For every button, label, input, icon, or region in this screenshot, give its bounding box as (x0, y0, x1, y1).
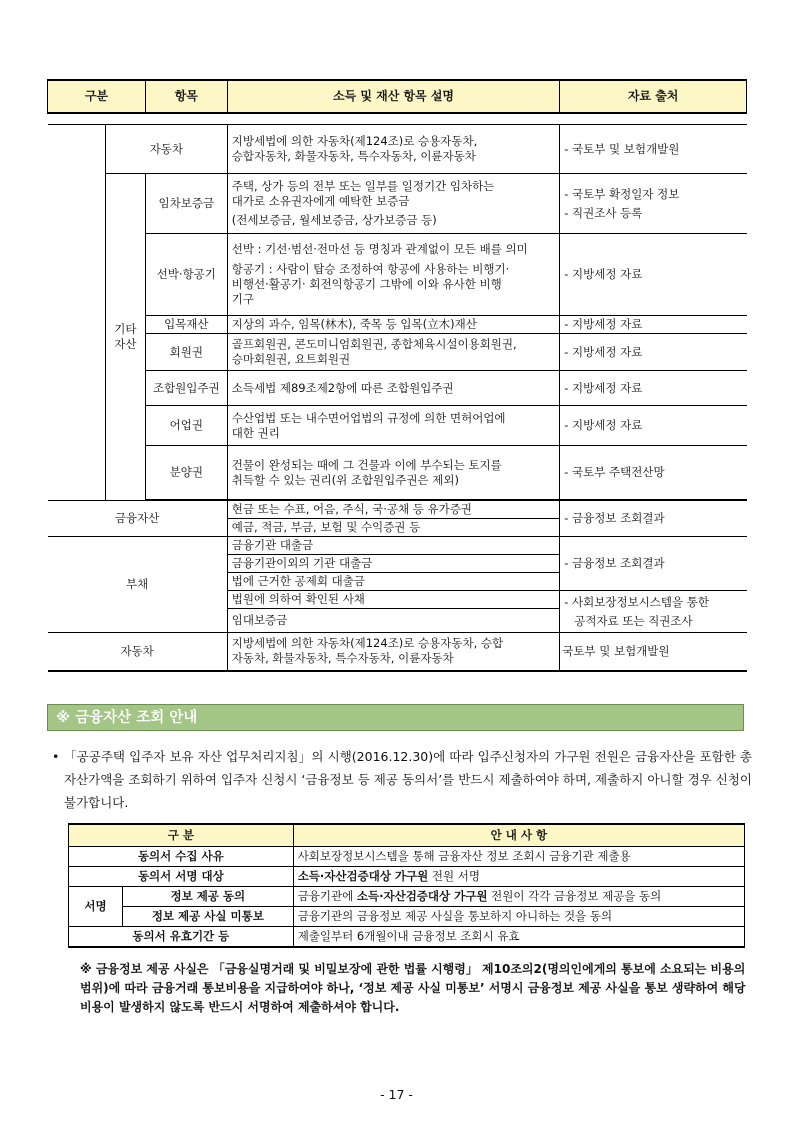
table-row (69, 867, 745, 887)
header-description: 소득 및 재산 항목 설명 (227, 80, 559, 113)
blank-category-cell (48, 125, 106, 501)
item-fishing-right: 어업권 (145, 406, 227, 446)
item-ship-aircraft: 선박·항공기 (145, 234, 227, 316)
table-row (48, 633, 747, 671)
desc-lease-deposit: 주택, 상가 등의 전부 또는 일부를 일정기간 임차하는 대가로 소유권자에게 예탁한 보증금 (전세보증금, 월세보증금, 상가보증금 등) (227, 174, 559, 234)
table-row (69, 907, 745, 927)
debt-label: 부채 (48, 537, 228, 633)
desc-fishing-right: 수산업법 또는 내수면어업법의 규정에 의한 면허어업에 대한 권리 (227, 406, 559, 446)
desc-ship-aircraft: 선박 : 기선·범선·전마선 등 명칭과 관계없이 모든 배를 의미 항공기 : 사람이 탑승 조정하여 항공에 사용하는 비행기· 비행선·활공기· 회전익항공기 그밖에 이와 유사한 비행 기구 (227, 234, 559, 316)
table-row (48, 406, 747, 446)
target-label: 동의서 서명 대상 (69, 867, 294, 887)
item-lease-deposit: 임차보증금 (145, 174, 227, 234)
table-spacer (48, 113, 747, 125)
desc-debt-3: 법에 근거한 공제회 대출금 (227, 573, 559, 591)
desc-debt-2: 금융기관이외의 기관 대출금 (227, 555, 559, 573)
intro-text: 「공공주택 입주자 보유 자산 업무처리지침」의 시행(2016.12.30)에 따라 입주신청자의 가구원 전원은 금융자산을 포함한 총자산가액을 조회하기 위하여 입주자 신청시 ‘금융정보 등 제공 동의서’를 반드시 제출하여야 하며, 제출하지 아니할 경우 신청이 불가합니다. (64, 749, 752, 810)
footnote: ※ 금융정보 제공 사실은 「금융실명거래 및 비밀보장에 관한 법률 시행령」 제10조의2(명의인에게의 통보에 소요되는 비용의 범위)에 따라 금융거래 통보비용을 지급하여야 하나, ‘정보 제공 사실 미통보’ 서명시 금융정보 제공 사실을 통보 생략하여 해당 비용이 발생하지 않도록 반드시 서명하여 제출하셔야 합니다. (80, 962, 746, 1014)
table-row (48, 501, 747, 519)
table-row (48, 125, 747, 174)
table-row (48, 446, 747, 500)
table-row (48, 316, 747, 334)
source-debt-2: - 사회보장정보시스템을 통한 공적자료 또는 직권조사 (560, 591, 747, 633)
provide-value: 금융기관에 소득·자산검증대상 가구원 전원이 각각 금융정보 제공을 동의 (293, 887, 744, 907)
no-notice-label: 정보 제공 사실 미통보 (122, 907, 293, 927)
header-item: 항목 (145, 80, 227, 113)
consent-table-header (69, 824, 745, 847)
item-union-right: 조합원입주권 (145, 371, 227, 406)
table-row (48, 371, 747, 406)
consent-header-category: 구 분 (69, 824, 294, 847)
desc-timber: 지상의 과수, 임목(林木), 죽목 등 입목(立木)재산 (227, 316, 559, 334)
validity-value: 제출일부터 6개월이내 금융정보 조회시 유효 (293, 927, 744, 948)
other-assets-label: 기타 자산 (105, 174, 145, 501)
table-row (48, 234, 747, 316)
table-row (69, 887, 745, 907)
desc-financial-1: 현금 또는 수표, 어음, 주식, 국·공채 등 유가증권 (227, 501, 559, 519)
page-number: - 17 - (380, 1087, 413, 1102)
target-value: 소득·자산검증대상 가구원 전원 서명 (293, 867, 744, 887)
table-row (48, 537, 747, 555)
asset-table-header (48, 80, 747, 113)
desc-car: 지방세법에 의한 자동차(제124조)로 승용자동차, 승합자동차, 화물자동차, 특수자동차, 이륜자동차 (227, 125, 559, 174)
desc-union-right: 소득세법 제89조제2항에 따른 조합원입주권 (227, 371, 559, 406)
table-row (48, 334, 747, 371)
source-fishing-right: - 지방세정 자료 (560, 406, 747, 446)
source-timber: - 지방세정 자료 (560, 316, 747, 334)
car-bottom-label: 자동차 (48, 633, 228, 671)
provide-label: 정보 제공 동의 (122, 887, 293, 907)
item-presale-right: 분양권 (145, 446, 227, 500)
desc-presale-right: 건물이 완성되는 때에 그 건물과 이에 부수되는 토지를 취득할 수 있는 권리(위 조합원입주권은 제외) (227, 446, 559, 500)
source-debt-1: - 금융정보 조회결과 (560, 537, 747, 591)
consent-header-guide: 안 내 사 항 (293, 824, 744, 847)
table-row (69, 927, 745, 948)
reason-value: 사회보장정보시스템을 통해 금융자산 정보 조회시 금융기관 제출용 (293, 847, 744, 867)
desc-debt-1: 금융기관 대출금 (227, 537, 559, 555)
table-row (69, 847, 745, 867)
desc-car-bottom: 지방세법에 의한 자동차(제124조)로 승용자동차, 승합 자동차, 화물자동차, 특수자동차, 이륜자동차 (227, 633, 559, 671)
asset-table (47, 79, 747, 672)
header-category: 구분 (48, 80, 146, 113)
source-car: - 국토부 및 보험개발원 (560, 125, 747, 174)
signature-label: 서명 (69, 887, 123, 927)
no-notice-value: 금융기관의 금융정보 제공 사실을 통보하지 아니하는 것을 동의 (293, 907, 744, 927)
validity-label: 동의서 유효기간 등 (69, 927, 294, 948)
intro-paragraph (52, 745, 752, 814)
desc-membership: 골프회원권, 콘도미니엄회원권, 종합체육시설이용회원권, 승마회원권, 요트회원권 (227, 334, 559, 371)
item-timber: 입목재산 (145, 316, 227, 334)
source-car-bottom: 국토부 및 보험개발원 (560, 633, 747, 671)
source-financial: - 금융정보 조회결과 (560, 501, 747, 537)
source-lease-deposit: - 국토부 확정일자 정보 - 직권조사 등록 (560, 174, 747, 234)
source-presale-right: - 국토부 주택전산망 (560, 446, 747, 500)
item-car: 자동차 (105, 125, 227, 174)
source-union-right: - 지방세정 자료 (560, 371, 747, 406)
bullet-icon: • (52, 749, 60, 764)
desc-financial-2: 예금, 적금, 부금, 보험 및 수익증권 등 (227, 519, 559, 537)
reason-label: 동의서 수집 사유 (69, 847, 294, 867)
desc-debt-5: 임대보증금 (227, 609, 559, 633)
source-ship-aircraft: - 지방세정 자료 (560, 234, 747, 316)
consent-table (68, 823, 745, 948)
section-title-bar: ※ 금융자산 조회 안내 (47, 704, 744, 731)
table-row (48, 174, 747, 234)
item-membership: 회원권 (145, 334, 227, 371)
desc-debt-4: 법원에 의하여 확인된 사채 (227, 591, 559, 609)
financial-assets-label: 금융자산 (48, 501, 228, 537)
header-source: 자료 출처 (560, 80, 747, 113)
source-membership: - 지방세정 자료 (560, 334, 747, 371)
